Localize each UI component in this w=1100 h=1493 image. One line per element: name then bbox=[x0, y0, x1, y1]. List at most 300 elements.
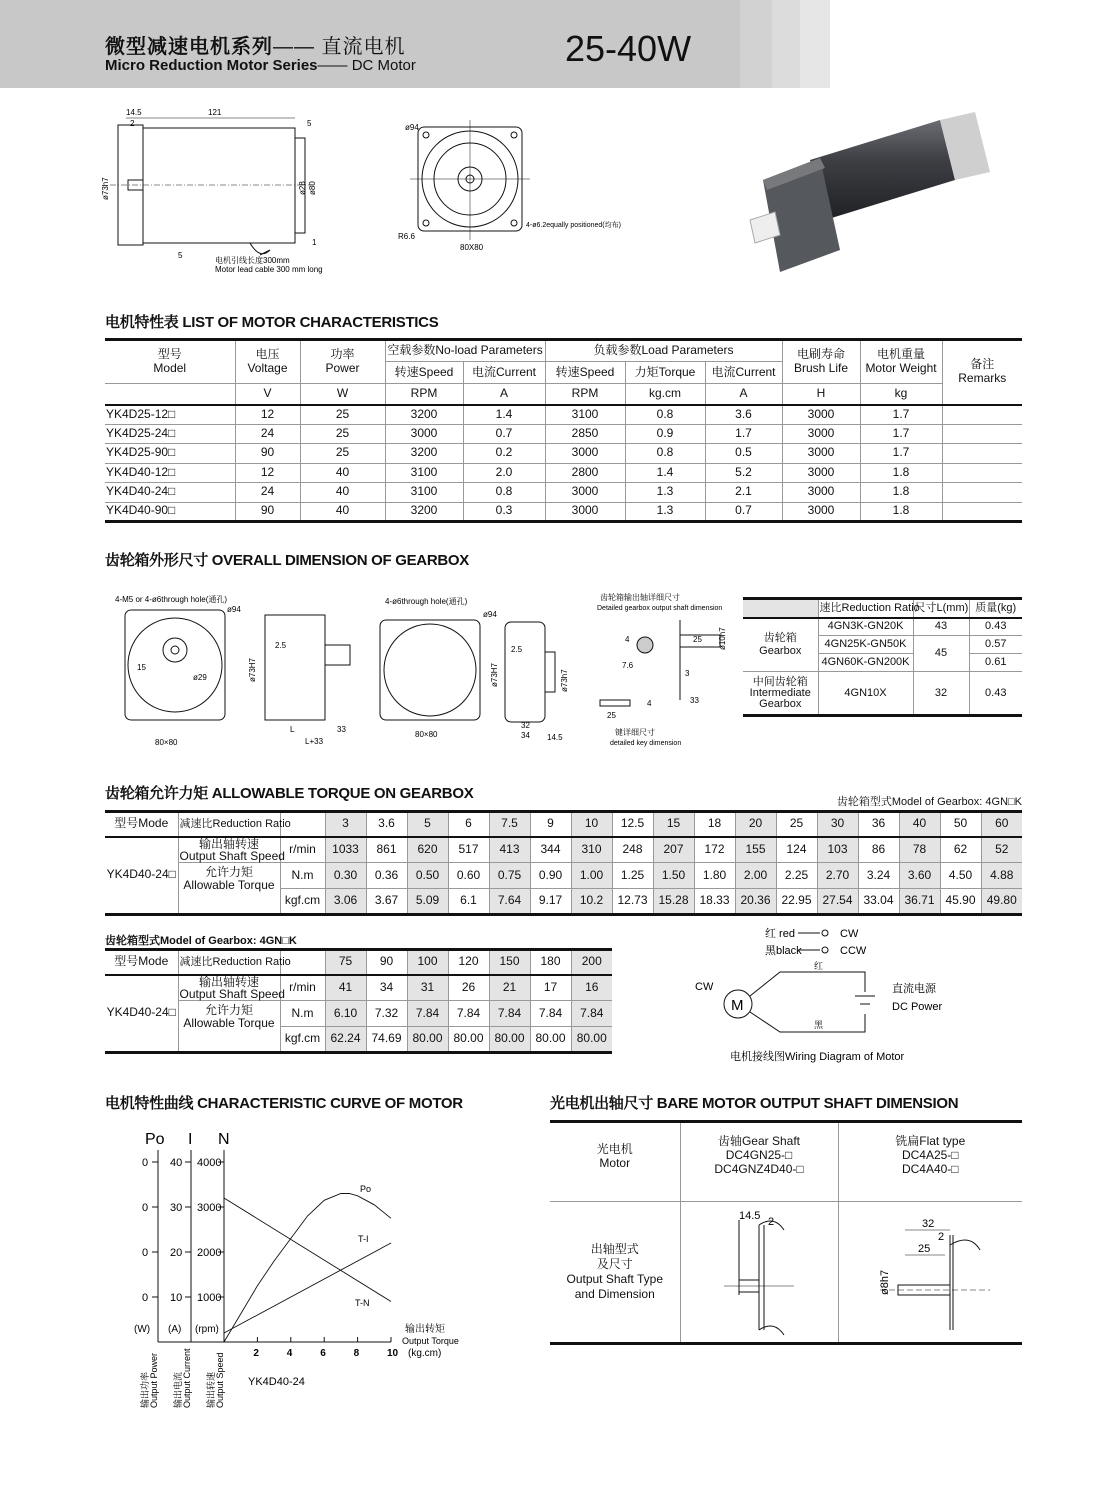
table-cell bbox=[530, 975, 571, 1001]
ratio-cell bbox=[735, 812, 776, 837]
value-cell bbox=[463, 502, 545, 522]
ratio-cell bbox=[407, 950, 448, 975]
sub-header bbox=[463, 362, 545, 384]
unit-cell bbox=[782, 384, 860, 405]
cell-text: 齿轮箱 bbox=[763, 632, 797, 645]
cell-text: 7.84 bbox=[415, 1005, 440, 1020]
shaft-detail-drawing bbox=[585, 590, 735, 750]
value-cell bbox=[942, 463, 1022, 483]
table-row bbox=[743, 618, 1022, 636]
series-t-n bbox=[224, 1198, 391, 1302]
cell-text: 减速比Reduction Ratio bbox=[179, 817, 291, 830]
ratio-cell bbox=[407, 812, 448, 837]
ratio-cell bbox=[530, 950, 571, 975]
cell-text: 40 bbox=[335, 464, 350, 479]
table-cell bbox=[612, 889, 653, 915]
cell-text: 6.1 bbox=[460, 893, 477, 908]
cell-text: 25 bbox=[335, 445, 350, 460]
ratio-cell bbox=[325, 950, 366, 975]
table-cell bbox=[448, 1001, 489, 1027]
cell-text: 40 bbox=[335, 503, 350, 518]
cell-text: 3.67 bbox=[374, 893, 399, 908]
table-cell bbox=[571, 863, 612, 889]
cell-text: 40 bbox=[912, 816, 927, 831]
table-cell bbox=[680, 1122, 838, 1202]
power-range: 25-40W bbox=[565, 28, 692, 69]
x-tick-label: 6 bbox=[320, 1348, 326, 1359]
table-cell bbox=[448, 889, 489, 915]
col-load bbox=[545, 340, 782, 362]
cell-text: 20.36 bbox=[740, 893, 771, 908]
cell-text: 2850 bbox=[571, 425, 599, 440]
cell-text: 172 bbox=[704, 841, 725, 856]
table-cell bbox=[858, 889, 899, 915]
value-cell bbox=[860, 444, 942, 464]
i-tick-label: 40 bbox=[170, 1157, 183, 1169]
table-cell bbox=[940, 863, 981, 889]
cell-text: 0.8 bbox=[656, 445, 674, 460]
cell-text: N.m bbox=[291, 1005, 314, 1020]
gearbox-dim-title: 齿轮箱外形尺寸 OVERALL DIMENSION OF GEARBOX bbox=[105, 552, 469, 569]
cell-text: Power bbox=[325, 361, 360, 375]
y-axis-label: Output Power bbox=[149, 1352, 159, 1408]
po-tick-label: 0 bbox=[142, 1292, 149, 1304]
unit-cell bbox=[463, 384, 545, 405]
unit-cell bbox=[860, 384, 942, 405]
cell-text: 力矩Torque bbox=[634, 364, 696, 379]
cell-text: 200 bbox=[581, 954, 602, 969]
cell-text: 电压 bbox=[255, 347, 280, 362]
gearbox-drawing-1 bbox=[115, 590, 365, 750]
table-row bbox=[105, 837, 1022, 863]
svg-text:齿轮箱输出轴详细尺寸: 齿轮箱输出轴详细尺寸 bbox=[600, 593, 680, 602]
svg-text:电机接线图Wiring Diagram of Motor: 电机接线图Wiring Diagram of Motor bbox=[730, 1051, 905, 1063]
cell-text: 861 bbox=[376, 841, 397, 856]
cell-text: 3000 bbox=[571, 503, 599, 518]
table-cell bbox=[366, 1001, 407, 1027]
value-cell bbox=[300, 483, 385, 503]
cell-text: 3200 bbox=[410, 406, 438, 421]
cell-text: 0.90 bbox=[538, 867, 563, 882]
cell-text: 允许力矩 bbox=[204, 1003, 253, 1017]
table-cell bbox=[899, 889, 940, 915]
unit-label: (W) bbox=[134, 1324, 151, 1335]
svg-text:ø94: ø94 bbox=[405, 123, 419, 132]
cell-text: 34 bbox=[379, 979, 394, 994]
cell-text: 3000 bbox=[807, 503, 835, 518]
ratio-cell bbox=[571, 812, 612, 837]
table-cell bbox=[838, 1122, 1022, 1202]
svg-text:CW: CW bbox=[840, 928, 859, 940]
ratio-cell bbox=[448, 812, 489, 837]
svg-text:ø94: ø94 bbox=[227, 605, 241, 614]
unit-label: (A) bbox=[168, 1324, 182, 1335]
table-row bbox=[550, 1202, 1022, 1344]
col-ratio bbox=[178, 812, 291, 837]
svg-text:2.5: 2.5 bbox=[275, 641, 287, 650]
x-label: Output Torque bbox=[402, 1336, 459, 1346]
ratio-cell bbox=[571, 950, 612, 975]
model-cell bbox=[105, 424, 235, 444]
characteristic-curve-chart bbox=[100, 1120, 480, 1410]
cell-text: 7.32 bbox=[374, 1005, 399, 1020]
x-label: (kg.cm) bbox=[408, 1348, 442, 1359]
model-cell bbox=[105, 405, 235, 425]
torque-label bbox=[178, 1001, 280, 1053]
cell-text: 电流Current bbox=[472, 364, 537, 379]
cell-text: 16 bbox=[585, 979, 599, 994]
table-cell bbox=[818, 636, 913, 654]
svg-text:L: L bbox=[290, 725, 295, 734]
svg-text:5: 5 bbox=[307, 119, 312, 128]
cell-text: 1.25 bbox=[620, 867, 645, 882]
cell-text: 25 bbox=[335, 406, 350, 421]
cell-text: 1.7 bbox=[892, 425, 910, 440]
header-cell bbox=[969, 599, 1022, 618]
cell-text: 7.84 bbox=[538, 1005, 563, 1020]
value-cell bbox=[235, 463, 300, 483]
cell-text: 6.10 bbox=[333, 1005, 358, 1020]
cell-text: 0.43 bbox=[985, 686, 1007, 699]
value-cell bbox=[860, 483, 942, 503]
svg-text:DC Power: DC Power bbox=[892, 1001, 943, 1013]
svg-text:CW: CW bbox=[695, 981, 714, 993]
cell-text: 功率 bbox=[330, 347, 355, 362]
cell-text: 12 bbox=[260, 406, 275, 421]
value-cell bbox=[782, 463, 860, 483]
cell-text: 3000 bbox=[571, 484, 599, 499]
cell-text: 25 bbox=[335, 425, 350, 440]
po-tick-label: 0 bbox=[142, 1202, 149, 1214]
model-cell bbox=[105, 483, 235, 503]
table-cell bbox=[653, 837, 694, 863]
value-cell bbox=[782, 444, 860, 464]
table-cell bbox=[969, 618, 1022, 636]
cell-text: 5 bbox=[424, 816, 431, 831]
cell-text: 0.75 bbox=[497, 867, 522, 882]
cell-text: 6 bbox=[465, 816, 472, 831]
ratio-cell bbox=[899, 812, 940, 837]
gear-shaft-drawing bbox=[684, 1205, 834, 1335]
ratio-cell bbox=[981, 812, 1022, 837]
svg-text:25: 25 bbox=[918, 1243, 931, 1256]
unit-cell bbox=[280, 1027, 325, 1053]
table-cell bbox=[105, 384, 235, 405]
cell-text: 备注 bbox=[970, 357, 995, 372]
table-cell bbox=[571, 1027, 612, 1053]
svg-text:电机引线长度300mm: 电机引线长度300mm bbox=[215, 256, 290, 265]
table-cell bbox=[571, 1001, 612, 1027]
sub-header bbox=[385, 362, 463, 384]
unit-cell bbox=[705, 384, 782, 405]
x-tick-label: 8 bbox=[353, 1348, 360, 1359]
table-cell bbox=[818, 672, 913, 716]
table-cell bbox=[366, 889, 407, 915]
col-weight bbox=[860, 340, 942, 384]
value-cell bbox=[463, 405, 545, 425]
value-cell bbox=[545, 502, 625, 522]
cell-text: 转速Speed bbox=[394, 364, 454, 379]
n-tick-label: 1000 bbox=[197, 1292, 222, 1304]
cell-text: 7.64 bbox=[497, 893, 522, 908]
i-tick-label: 20 bbox=[170, 1247, 183, 1259]
gearbox-drawing-2 bbox=[375, 592, 590, 752]
value-cell bbox=[705, 405, 782, 425]
table-cell bbox=[913, 672, 969, 716]
svg-text:ø73H7: ø73H7 bbox=[248, 657, 257, 682]
motor-characteristics-table bbox=[105, 338, 1022, 523]
cell-text: 150 bbox=[499, 954, 520, 969]
table-cell bbox=[969, 654, 1022, 672]
table-cell bbox=[735, 889, 776, 915]
table-cell bbox=[489, 863, 530, 889]
cell-text: 4.88 bbox=[990, 867, 1014, 882]
table-cell bbox=[571, 889, 612, 915]
x-tick-label: 2 bbox=[253, 1348, 259, 1359]
table-cell bbox=[899, 863, 940, 889]
cell-text: Motor Weight bbox=[865, 361, 937, 375]
col-model bbox=[105, 340, 235, 384]
po-tick-label: 0 bbox=[142, 1157, 149, 1169]
x-tick-label: 10 bbox=[387, 1348, 399, 1359]
cell-text: 0.43 bbox=[985, 620, 1007, 633]
table-cell bbox=[981, 837, 1022, 863]
table-row bbox=[743, 672, 1022, 716]
cell-text: DC4A40-□ bbox=[901, 1161, 959, 1176]
cell-text: 120 bbox=[458, 954, 479, 969]
value-cell bbox=[860, 405, 942, 425]
cell-text: 型号 bbox=[157, 347, 182, 362]
svg-text:3: 3 bbox=[685, 669, 690, 678]
svg-text:黑: 黑 bbox=[814, 1020, 824, 1030]
motor-front-drawing bbox=[390, 115, 621, 255]
svg-text:4: 4 bbox=[647, 699, 652, 708]
svg-text:2: 2 bbox=[768, 1216, 775, 1229]
col-model bbox=[105, 950, 178, 975]
svg-text:14.5: 14.5 bbox=[126, 108, 142, 117]
value-cell bbox=[463, 483, 545, 503]
cell-text: 1.7 bbox=[892, 445, 910, 460]
sub-header bbox=[545, 362, 625, 384]
cell-text: r/min bbox=[289, 841, 316, 856]
model-cell bbox=[105, 837, 178, 915]
cell-text: Allowable Torque bbox=[183, 1016, 275, 1031]
table-cell bbox=[735, 837, 776, 863]
svg-text:Motor lead cable 300 mm long: Motor lead cable 300 mm long bbox=[215, 265, 323, 274]
cell-text: 4GN25K-GN50K bbox=[824, 638, 907, 651]
table-cell bbox=[694, 889, 735, 915]
cell-text: 18 bbox=[707, 816, 722, 831]
wiring-diagram bbox=[690, 922, 943, 1067]
svg-text:2: 2 bbox=[938, 1231, 945, 1244]
title-en: Micro Reduction Motor Series—— DC Motor bbox=[105, 57, 416, 74]
value-cell bbox=[385, 463, 463, 483]
table-cell bbox=[550, 1122, 680, 1202]
x-tick-label: 4 bbox=[286, 1348, 293, 1359]
value-cell bbox=[385, 502, 463, 522]
cell-text: 1.7 bbox=[735, 425, 752, 440]
cell-text: 45 bbox=[934, 647, 948, 660]
cell-text: 413 bbox=[499, 841, 520, 856]
gearbox-model-k2: 齿轮箱型式Model of Gearbox: 4GN□K bbox=[105, 935, 297, 947]
cell-text: 4GN60K-GN200K bbox=[821, 656, 910, 669]
svg-text:ø29: ø29 bbox=[193, 673, 207, 682]
table-cell bbox=[407, 975, 448, 1001]
cell-text: RPM bbox=[410, 385, 438, 400]
cell-text: 1033 bbox=[332, 841, 359, 856]
table-cell bbox=[612, 863, 653, 889]
cell-text: RPM bbox=[571, 385, 599, 400]
model-cell bbox=[105, 975, 178, 1053]
cell-text: 12 bbox=[260, 464, 275, 479]
cell-text: 50 bbox=[953, 816, 968, 831]
svg-text:黑black: 黑black bbox=[765, 945, 802, 957]
cell-text: 180 bbox=[540, 954, 561, 969]
table-cell bbox=[913, 618, 969, 636]
cell-text: Allowable Torque bbox=[183, 878, 275, 893]
table-cell bbox=[981, 863, 1022, 889]
gearbox-label bbox=[743, 618, 818, 672]
unit-cell bbox=[235, 384, 300, 405]
torque-table-1 bbox=[105, 810, 1022, 916]
table-cell bbox=[653, 863, 694, 889]
table-cell bbox=[448, 863, 489, 889]
svg-text:4: 4 bbox=[625, 635, 630, 644]
table-cell bbox=[817, 863, 858, 889]
table-cell bbox=[325, 889, 366, 915]
motor-photo bbox=[745, 100, 1005, 275]
header-row bbox=[105, 950, 612, 975]
svg-text:4-M5 or 4-ø6through hole(通孔): 4-M5 or 4-ø6through hole(通孔) bbox=[115, 595, 228, 604]
cell-text: 3100 bbox=[410, 484, 438, 499]
table-cell bbox=[407, 837, 448, 863]
table-cell bbox=[612, 837, 653, 863]
page-header bbox=[0, 0, 1100, 88]
cell-text: 10.2 bbox=[579, 893, 604, 908]
unit-label: (rpm) bbox=[195, 1324, 219, 1335]
svg-text:红 red: 红 red bbox=[765, 928, 795, 940]
cell-text: 0.5 bbox=[735, 445, 752, 460]
cell-text: 1.8 bbox=[892, 484, 910, 499]
value-cell bbox=[625, 424, 705, 444]
ratio-cell bbox=[858, 812, 899, 837]
value-cell bbox=[860, 463, 942, 483]
cell-text: 0.9 bbox=[656, 425, 674, 440]
cell-text: and Dimension bbox=[574, 1287, 655, 1301]
cell-text: 74.69 bbox=[371, 1031, 402, 1046]
svg-text:键详细尺寸: 键详细尺寸 bbox=[615, 728, 655, 737]
value-cell bbox=[705, 444, 782, 464]
cell-text: 转速Speed bbox=[555, 364, 615, 379]
svg-text:CCW: CCW bbox=[840, 945, 867, 957]
cell-text: 155 bbox=[745, 841, 766, 856]
cell-text: 75 bbox=[338, 954, 353, 969]
cell-text: kgf.cm bbox=[284, 1031, 321, 1046]
ratio-cell bbox=[694, 812, 735, 837]
table-cell bbox=[858, 837, 899, 863]
cell-text: 速比Reduction Ratio bbox=[819, 601, 920, 614]
motor-side-drawing bbox=[100, 100, 340, 280]
cell-text: 3 bbox=[342, 816, 349, 831]
cell-text: 空载参数No-load Parameters bbox=[387, 343, 543, 358]
curve-title: 电机特性曲线 CHARACTERISTIC CURVE OF MOTOR bbox=[105, 1095, 463, 1112]
table-cell bbox=[981, 889, 1022, 915]
series-t-i bbox=[224, 1243, 391, 1333]
cell-text: kg.cm bbox=[649, 385, 682, 400]
torque-label bbox=[178, 863, 280, 915]
x-label: 输出转矩 bbox=[405, 1324, 445, 1335]
value-cell bbox=[545, 444, 625, 464]
ratio-cell bbox=[776, 812, 817, 837]
value-cell bbox=[385, 483, 463, 503]
cell-text: 0.8 bbox=[495, 484, 513, 499]
table-cell bbox=[489, 889, 530, 915]
ratio-cell bbox=[366, 950, 407, 975]
table-cell bbox=[325, 975, 366, 1001]
svg-text:红: 红 bbox=[814, 961, 824, 971]
cell-text: Motor bbox=[599, 1155, 631, 1170]
ratio-cell bbox=[489, 812, 530, 837]
cell-text: Output Shaft Type bbox=[566, 1272, 663, 1286]
svg-text:121: 121 bbox=[208, 108, 222, 117]
cell-text: 7.84 bbox=[456, 1005, 481, 1020]
cell-text: 电机重量 bbox=[877, 347, 926, 362]
cell-text: 2.25 bbox=[784, 867, 809, 882]
cell-text: Gearbox bbox=[759, 697, 802, 710]
col-noload bbox=[385, 340, 545, 362]
ratio-cell bbox=[612, 812, 653, 837]
value-cell bbox=[942, 424, 1022, 444]
svg-text:ø73H7: ø73H7 bbox=[490, 662, 499, 687]
table-cell bbox=[571, 975, 612, 1001]
value-cell bbox=[235, 502, 300, 522]
table-row bbox=[105, 975, 612, 1001]
cell-text: Output Shaft Speed bbox=[179, 848, 285, 863]
cell-text: 36.71 bbox=[904, 893, 935, 908]
value-cell bbox=[300, 502, 385, 522]
cell-text: 103 bbox=[827, 841, 848, 856]
cell-text: 31 bbox=[420, 979, 435, 994]
cell-text: W bbox=[336, 385, 349, 400]
table-cell bbox=[694, 837, 735, 863]
cell-text: 1.4 bbox=[656, 464, 674, 479]
cell-text: 1.3 bbox=[656, 503, 674, 518]
cell-text: 62.24 bbox=[330, 1031, 361, 1046]
table-cell bbox=[407, 1027, 448, 1053]
cell-text: 86 bbox=[871, 841, 886, 856]
axis-head: I bbox=[188, 1131, 193, 1148]
gear-shaft-drawing bbox=[680, 1202, 838, 1344]
cell-text: A bbox=[739, 385, 748, 400]
value-cell bbox=[625, 463, 705, 483]
cell-text: 2.0 bbox=[495, 464, 513, 479]
col-ratio bbox=[178, 950, 291, 975]
n-tick-label: 2000 bbox=[197, 1247, 222, 1259]
cell-text: 允许力矩 bbox=[204, 865, 253, 879]
table-row bbox=[105, 502, 1022, 522]
table-cell bbox=[530, 1027, 571, 1053]
sub-header bbox=[625, 362, 705, 384]
cell-text: 0.7 bbox=[735, 503, 752, 518]
unit-cell bbox=[545, 384, 625, 405]
cell-text: 0.2 bbox=[495, 445, 513, 460]
value-cell bbox=[300, 405, 385, 425]
cell-text: 电刷寿命 bbox=[797, 347, 846, 362]
header-cell bbox=[818, 599, 920, 618]
table-cell bbox=[969, 672, 1022, 716]
cell-text: 36 bbox=[871, 816, 886, 831]
cell-text: 21 bbox=[502, 979, 517, 994]
